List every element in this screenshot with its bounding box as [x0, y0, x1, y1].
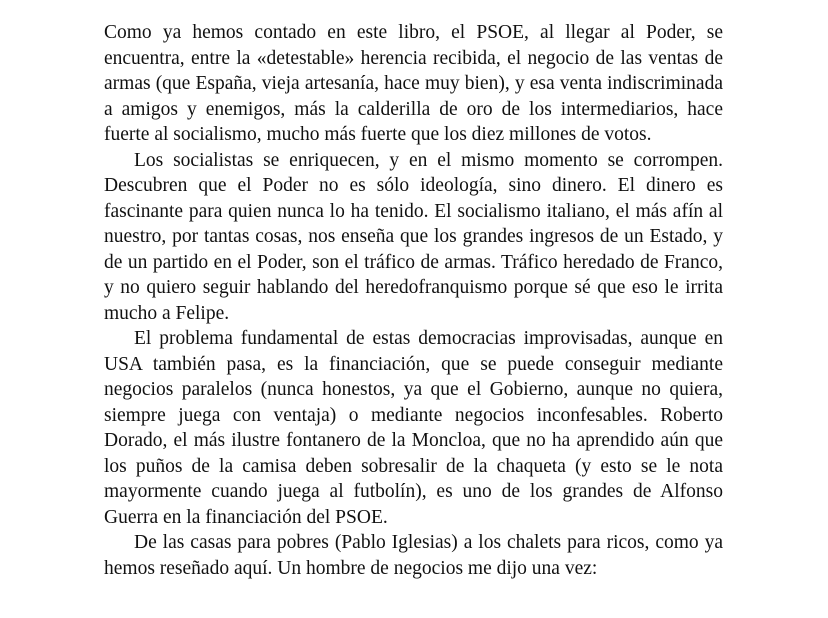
paragraph-4: De las casas para pobres (Pablo Iglesias) a los chalets para ricos, como ya hemos reseñado aquí. Un hombre de negocios me dijo una vez:	[104, 532, 723, 579]
paragraph-3: El problema fundamental de estas democracias improvisadas, aunque en USA también pasa, es la financiación, que se puede conseguir mediante negocios paralelos (nunca honestos, ya que el Gobierno, aunque no quiera, siempre juega con ventaja) o mediante negocios inconfesables. Roberto Dorado, el más ilustre fontanero de la Moncloa, que no ha aprendido aún que los puños de la camisa deben sobresalir de la chaqueta (y esto se le nota mayormente cuando juega al futbolín), es uno de los grandes de Alfonso Guerra en la financiación del PSOE.	[104, 328, 723, 528]
paragraph-2: Los socialistas se enriquecen, y en el mismo momento se corrompen. Descubren que el Poder no es sólo ideología, sino dinero. El dinero es fascinante para quien nunca lo ha tenido. El socialismo italiano, el más afín al nuestro, por tantas cosas, nos enseña que los grandes ingresos de un Estado, y de un partido en el Poder, son el tráfico de armas. Tráfico heredado de Franco, y no quiero seguir hablando del heredofranquismo porque sé que eso le irrita mucho a Felipe.	[104, 149, 723, 324]
document-page	[104, 20, 723, 581]
paragraph-1: Como ya hemos contado en este libro, el PSOE, al llegar al Poder, se encuentra, entre la «detestable» herencia recibida, el negocio de las ventas de armas (que España, vieja artesanía, hace muy bien), y esa venta indiscriminada a amigos y enemigos, más la calderilla de oro de los intermediarios, hace fuerte al socialismo, mucho más fuerte que los diez millones de votos.	[104, 22, 723, 145]
